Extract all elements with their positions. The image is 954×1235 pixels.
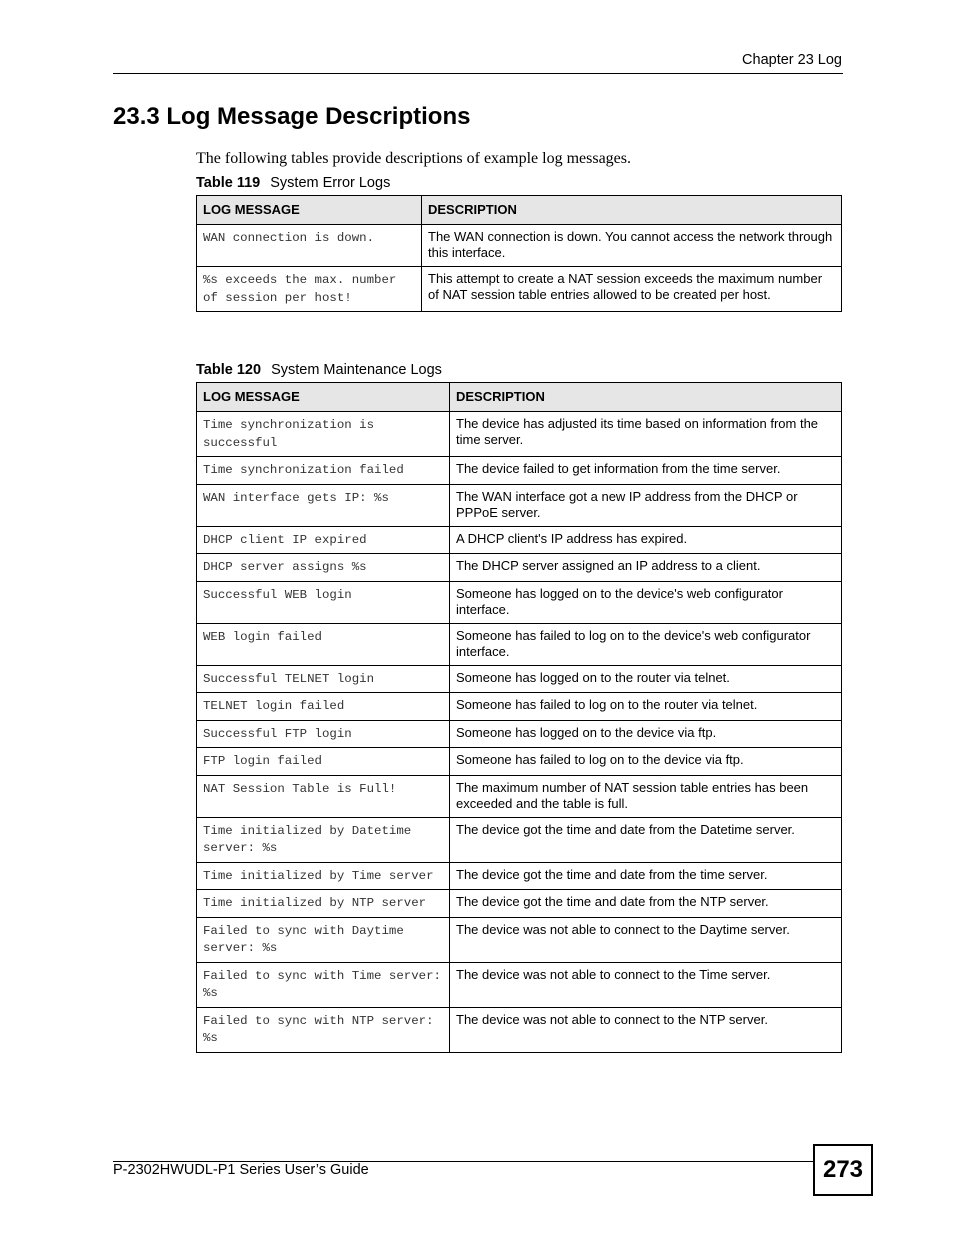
table-row <box>197 581 842 623</box>
table-row <box>197 862 842 890</box>
description-cell: Someone has logged on to the device's web configurator interface. <box>450 581 842 623</box>
table-row <box>197 267 842 312</box>
log-message-cell: Time synchronization is successful <box>197 412 450 457</box>
table-row <box>197 720 842 748</box>
description-cell: Someone has logged on to the device via ftp. <box>450 720 842 748</box>
header-divider <box>113 73 843 74</box>
table-header-row <box>197 383 842 412</box>
log-message-cell: %s exceeds the max. number of session per host! <box>197 267 422 312</box>
table-120-caption-label: Table 120 <box>196 362 262 378</box>
column-header-description: DESCRIPTION <box>422 196 842 225</box>
table-row <box>197 623 842 665</box>
log-message-cell: Time initialized by NTP server <box>197 890 450 918</box>
log-message-cell: Time synchronization failed <box>197 457 450 485</box>
log-message-cell: FTP login failed <box>197 748 450 776</box>
table-row <box>197 693 842 721</box>
table-row <box>197 457 842 485</box>
table-header-row <box>197 196 842 225</box>
log-message-cell: Failed to sync with Time server: %s <box>197 962 450 1007</box>
description-cell: Someone has failed to log on to the router via telnet. <box>450 693 842 721</box>
log-message-cell: NAT Session Table is Full! <box>197 775 450 817</box>
description-cell: The device got the time and date from the Datetime server. <box>450 817 842 862</box>
section-title: 23.3 Log Message Descriptions <box>113 103 471 130</box>
table-row <box>197 225 842 267</box>
intro-paragraph: The following tables provide descriptions of example log messages. <box>196 150 632 167</box>
description-cell: The WAN interface got a new IP address from the DHCP or PPPoE server. <box>450 484 842 526</box>
table-119-caption-title: System Error Logs <box>270 175 391 191</box>
description-cell: The device was not able to connect to the NTP server. <box>450 1007 842 1052</box>
description-cell: The device got the time and date from the NTP server. <box>450 890 842 918</box>
description-cell: Someone has logged on to the router via telnet. <box>450 665 842 693</box>
table-row <box>197 890 842 918</box>
system-maintenance-logs-table <box>196 382 842 1053</box>
table-119-caption-label: Table 119 <box>196 175 261 191</box>
table-row <box>197 1007 842 1052</box>
description-cell: Someone has failed to log on to the device's web configurator interface. <box>450 623 842 665</box>
description-cell: The device failed to get information from the time server. <box>450 457 842 485</box>
log-message-cell: WAN interface gets IP: %s <box>197 484 450 526</box>
table-row <box>197 484 842 526</box>
description-cell: The device was not able to connect to the Time server. <box>450 962 842 1007</box>
log-message-cell: DHCP server assigns %s <box>197 554 450 582</box>
column-header-description: DESCRIPTION <box>450 383 842 412</box>
chapter-header: Chapter 23 Log <box>742 52 842 68</box>
log-message-cell: Failed to sync with NTP server: %s <box>197 1007 450 1052</box>
table-row <box>197 554 842 582</box>
table-row <box>197 748 842 776</box>
description-cell: The maximum number of NAT session table entries has been exceeded and the table is full. <box>450 775 842 817</box>
description-cell: The device was not able to connect to the Daytime server. <box>450 917 842 962</box>
page-number: 273 <box>813 1144 873 1196</box>
log-message-cell: Successful FTP login <box>197 720 450 748</box>
table-row <box>197 917 842 962</box>
description-cell: The device has adjusted its time based on information from the time server. <box>450 412 842 457</box>
column-header-log-message: LOG MESSAGE <box>197 383 450 412</box>
log-message-cell: TELNET login failed <box>197 693 450 721</box>
log-message-cell: WAN connection is down. <box>197 225 422 267</box>
system-error-logs-table <box>196 195 842 312</box>
description-cell: The device got the time and date from the time server. <box>450 862 842 890</box>
log-message-cell: Time initialized by Datetime server: %s <box>197 817 450 862</box>
description-cell: A DHCP client's IP address has expired. <box>450 526 842 554</box>
table-row <box>197 412 842 457</box>
log-message-cell: Successful WEB login <box>197 581 450 623</box>
log-message-cell: Time initialized by Time server <box>197 862 450 890</box>
table-120-caption-title: System Maintenance Logs <box>271 362 442 378</box>
table-120-caption <box>196 362 442 378</box>
description-cell: The WAN connection is down. You cannot access the network through this interface. <box>422 225 842 267</box>
table-row <box>197 665 842 693</box>
description-cell: The DHCP server assigned an IP address to a client. <box>450 554 842 582</box>
log-message-cell: DHCP client IP expired <box>197 526 450 554</box>
log-message-cell: Successful TELNET login <box>197 665 450 693</box>
table-row <box>197 817 842 862</box>
table-row <box>197 962 842 1007</box>
description-cell: Someone has failed to log on to the device via ftp. <box>450 748 842 776</box>
table-row <box>197 775 842 817</box>
footer-guide-title: P-2302HWUDL-P1 Series User’s Guide <box>113 1162 369 1178</box>
column-header-log-message: LOG MESSAGE <box>197 196 422 225</box>
log-message-cell: Failed to sync with Daytime server: %s <box>197 917 450 962</box>
table-row <box>197 526 842 554</box>
description-cell: This attempt to create a NAT session exceeds the maximum number of NAT session table entries allowed to be created per host. <box>422 267 842 312</box>
log-message-cell: WEB login failed <box>197 623 450 665</box>
table-119-caption <box>196 175 390 191</box>
